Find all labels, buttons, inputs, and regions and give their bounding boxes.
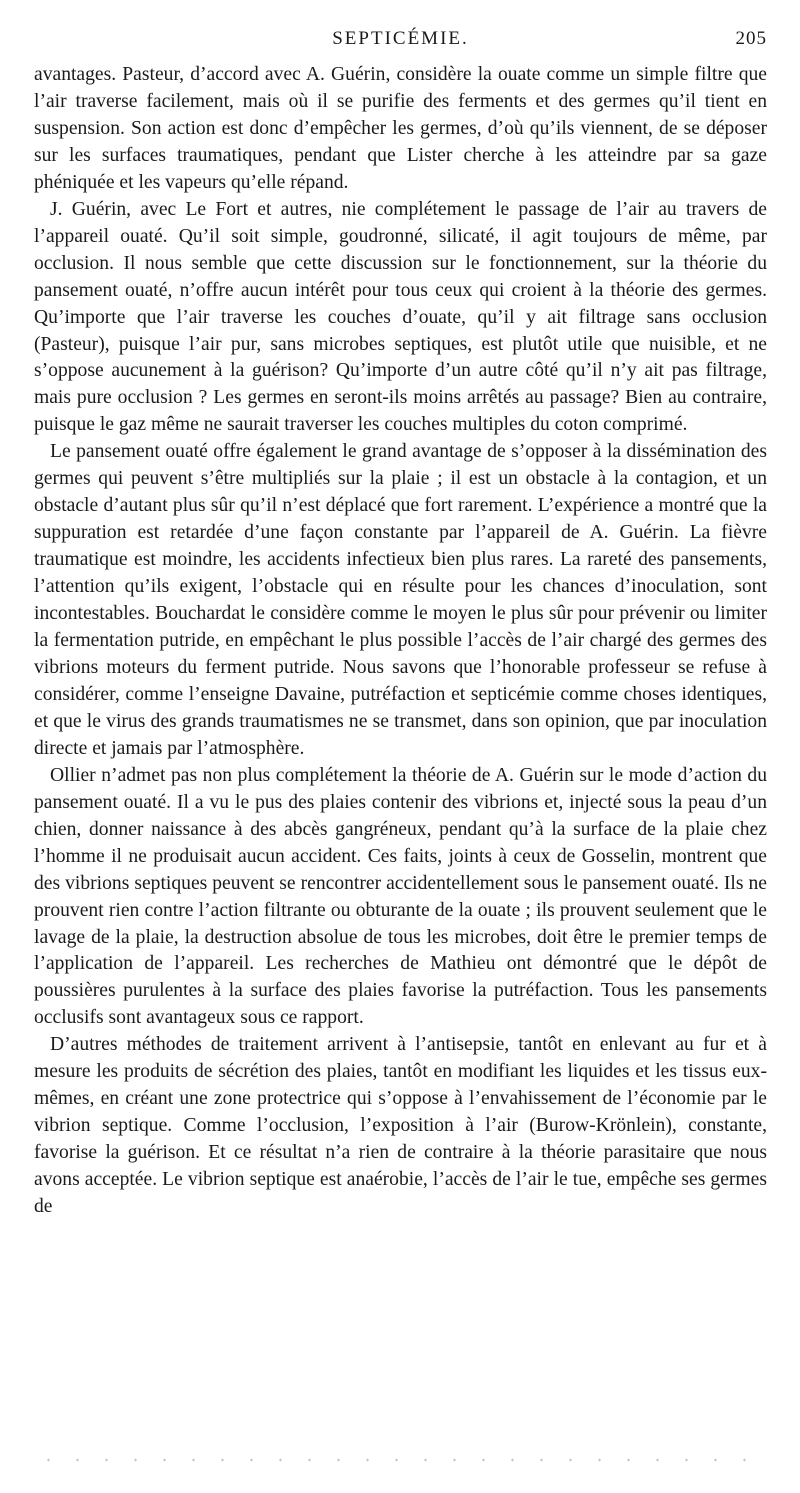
paragraph-1: avantages. Pasteur, d’accord avec A. Guérin, considère la ouate comme un simple filtre que l’air traverse facilement, mais où il se purifie des ferments et des germes qu’il tient en suspension. Son action est donc d’empêcher les germes, d’où qu’ils viennent, de se déposer sur les surfaces traumatiques, pendant que Lister cherche à les atteindre par sa gaze phéniquée et les vapeurs qu’elle répand. [34, 64, 767, 193]
paragraph-2: J. Guérin, avec Le Fort et autres, nie complétement le passage de l’air au travers de l’appareil ouaté. Qu’il soit simple, goudronné, silicaté, il agit toujours de même, par occlusion. Il nous semble que cette discussion sur le fonctionnement, sur la théorie du pansement ouaté, n’offre aucun intérêt pour tous ceux qui croient à la théorie des germes. Qu’importe que l’air traverse les couches d’ouate, qu’il y ait filtrage sans occlusion (Pasteur), puisque l’air pur, sans microbes septiques, est plutôt utile que nuisible, et ne s’oppose aucunement à la guérison? Qu’importe d’un autre côté qu’il n’y ait pas filtrage, mais pure occlusion ? Les germes en seront-ils moins arrêtés au passage? Bien au contraire, puisque le gaz même ne saurait traverser les couches multiples du coton comprimé. [34, 198, 767, 436]
paragraph-3: Le pansement ouaté offre également le grand avantage de s’opposer à la dissémination des germes qui peuvent s’être multipliés sur la plaie ; il est un obstacle à la contagion, et un obstacle d’autant plus sûr qu’il n’est déplacé que fort rarement. L’expérience a montré que la suppuration est retardée d’une façon constante par l’appareil de A. Guérin. La fièvre traumatique est moindre, les accidents infectieux bien plus rares. La rareté des pansements, l’attention qu’ils exigent, l’obstacle qui en résulte pour les chances d’inoculation, sont incontestables. Bouchardat le considère comme le moyen le plus sûr pour prévenir ou limiter la fermentation putride, en empêchant le plus possible l’accès de l’air chargé des germes des vibrions moteurs du ferment putride. Nous savons que l’honorable professeur se refuse à considérer, comme l’enseigne Davaine, putréfaction et septicémie comme choses identiques, et que le virus des grands traumatismes ne se transmet, dans son opinion, que par inoculation directe et jamais par l’atmosphère. [34, 441, 767, 759]
paragraph-4: Ollier n’admet pas non plus complétement la théorie de A. Guérin sur le mode d’action du pansement ouaté. Il a vu le pus des plaies contenir des vibrions et, injecté sous la peau d’un chien, donner naissance à des abcès gangréneux, pendant qu’à la surface de la plaie chez l’homme il ne produisait aucun accident. Ces faits, joints à ceux de Gosselin, montrent que des vibrions septiques peuvent se rencontrer accidentellement sous le pansement ouaté. Ils ne prouvent rien contre l’action filtrante ou obturante de la ouate ; ils prouvent seulement que le lavage de la plaie, la destruction absolue de tous les microbes, doit être le premier temps de l’application de l’appareil. Les recherches de Mathieu ont démontré que le dépôt de poussières purulentes à la surface des plaies favorise la putréfaction. Tous les pansements occlusifs sont avantageux sous ce rapport. [34, 764, 767, 1029]
body-text [34, 62, 767, 1221]
running-header [34, 28, 767, 58]
book-page [34, 28, 767, 1221]
page-number: 205 [735, 28, 767, 49]
scan-artifact-line [34, 1458, 767, 1462]
running-title: SEPTICÉMIE. [332, 28, 469, 49]
paragraph-5: D’autres méthodes de traitement arrivent à l’antisepsie, tantôt en enlevant au fur et à mesure les produits de sécrétion des plaies, tantôt en modifiant les liquides et les tissus eux-mêmes, en créant une zone protectrice qui s’oppose à l’envahissement de l’économie par le vibrion septique. Comme l’occlusion, l’exposition à l’air (Burow-Krönlein), constante, favorise la guérison. Et ce résultat n’a rien de contraire à la théorie parasitaire que nous avons acceptée. Le vibrion septique est anaérobie, l’accès de l’air le tue, empêche ses germes de [34, 1034, 767, 1218]
